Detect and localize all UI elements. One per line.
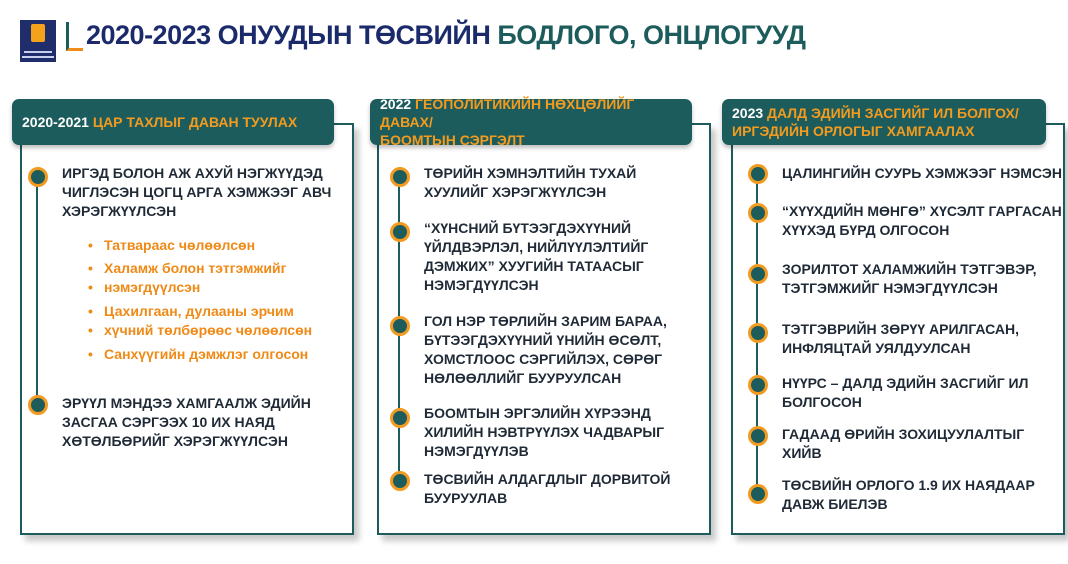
timeline-dot [28,167,48,187]
timeline-dot [748,323,768,343]
item-line: ХӨТӨЛБӨРИЙГ ХЭРЭГЖҮҮЛСЭН [62,433,288,449]
government-logo-icon [20,20,56,62]
list-item: ЗОРИЛТОТ ХАЛАМЖИЙН ТЭТГЭВЭР, ТЭТГЭМЖИЙГ НЭМЭГДҮҮЛСЭН [782,261,1037,296]
timeline-dot [390,408,410,428]
item-line: ЭРҮҮЛ МЭНДЭЭ ХАМГААЛЖ ЭДИЙН [62,395,311,411]
sub-item-continuation: • хүчний төлбөрөөс чөлөөлсөн [104,321,312,340]
timeline-dot [748,203,768,223]
timeline-dot [748,426,768,446]
timeline-dot [390,167,410,187]
sub-item: • Татвараас чөлөөлсөн [104,236,255,255]
title-part-2: БОДЛОГО, ОНЦЛОГУУД [497,20,806,50]
sub-item: • Цахилгаан, дулааны эрчим [104,302,294,321]
timeline-dot [748,375,768,395]
list-item: ГОЛ НЭР ТӨРЛИЙН ЗАРИМ БАРАА, БҮТЭЭГДЭХҮҮНИЙ ҮНИЙН ӨСӨЛТ, ХОМСТЛООС СЭРГИЙЛЭХ, СӨРӨГ НӨЛӨӨЛЛИЙГ БУУРУУЛСАН [424,313,667,386]
title-bracket-decoration [66,22,83,51]
list-item: ТЭТГЭВРИЙН ЗӨРҮҮ АРИЛГАСАН, ИНФЛЯЦТАЙ УЯЛДУУЛСАН [782,321,1020,356]
list-item: НҮҮРС – ДАЛД ЭДИЙН ЗАСГИЙГ ИЛ БОЛГОСОН [782,375,1029,410]
list-item [62,164,331,221]
list-item: ЦАЛИНГИЙН СУУРЬ ХЭМЖЭЭГ НЭМСЭН [782,165,1062,181]
header-year: 2022 [380,96,412,112]
item-line: ЧИГЛЭСЭН ЦОГЦ АРГА ХЭМЖЭЭГ АВЧ [62,184,332,200]
sub-item: • Санхүүгийн дэмжлэг олгосон [104,345,308,364]
sub-item-continuation: • нэмэгдүүлсэн [104,278,200,297]
timeline-dot [748,164,768,184]
list-item: ТӨСВИЙН АЛДАГДЛЫГ ДОРВИТОЙ БУУРУУЛАВ [424,471,671,506]
header-title: ЦАР ТАХЛЫГ ДАВАН ТУУЛАХ [92,114,298,130]
timeline-dot [28,395,48,415]
list-item: ТӨСВИЙН ОРЛОГО 1.9 ИХ НАЯДААР ДАВЖ БИЕЛЭВ [782,477,1035,512]
header-title-line-1: ГЕОПОЛИТИКИЙН НӨХЦӨЛИЙГ ДАВАХ/ [380,96,635,130]
timeline-dot [390,316,410,336]
header-title-line-2: БООМТЫН СЭРГЭЛТ [380,132,525,148]
timeline-dot [748,484,768,504]
list-item: БООМТЫН ЭРГЭЛИЙН ХҮРЭЭНД ХИЛИЙН НЭВТРҮҮЛЭХ ЧАДВАРЫГ НЭМЭГДҮҮЛЭВ [424,405,665,459]
timeline-dot [390,222,410,242]
list-item: “ХҮҮХДИЙН МӨНГӨ” ХҮСЭЛТ ГАРГАСАН ХҮҮХЭД БҮРД ОЛГОСОН [782,203,1062,238]
page-title [86,20,805,51]
sub-item: • Халамж болон тэтгэмжийг [104,259,286,278]
column-2020-2021-header [12,99,334,145]
timeline-line [36,176,38,403]
item-line: ИРГЭД БОЛОН АЖ АХУЙ НЭГЖҮҮДЭД [62,165,323,181]
timeline-dot [390,471,410,491]
list-item: ТӨРИЙН ХЭМНЭЛТИЙН ТУХАЙ ХУУЛИЙГ ХЭРЭГЖҮҮЛСЭН [424,165,637,200]
header-title-line-2: ИРГЭДИЙН ОРЛОГЫГ ХАМГААЛАХ [732,123,975,139]
header-year: 2020-2021 [22,114,89,130]
list-item: “ХҮНСНИЙ БҮТЭЭГДЭХҮҮНИЙ ҮЙЛДВЭРЛЭЛ, НИЙЛҮҮЛЭЛТИЙГ ДЭМЖИХ” ХУУГИЙН ТАТААСЫГ НЭМЭГДҮҮЛСЭН [424,220,649,293]
item-line: ЗАСГАА СЭРГЭЭХ 10 ИХ НАЯД [62,414,275,430]
column-2023-header [722,99,1046,145]
title-part-1: 2020-2023 ОНУУДЫН ТӨСВИЙН [86,20,491,50]
timeline-dot [748,264,768,284]
list-item [62,394,311,451]
header-year: 2023 [732,105,764,121]
list-item: ГАДААД ӨРИЙН ЗОХИЦУУЛАЛТЫГ ХИЙВ [782,426,1025,461]
header-title-line-1: ДАЛД ЭДИЙН ЗАСГИЙГ ИЛ БОЛГОХ/ [767,105,1019,121]
column-2022-header [370,96,692,148]
item-line: ХЭРЭГЖҮҮЛСЭН [62,203,177,219]
